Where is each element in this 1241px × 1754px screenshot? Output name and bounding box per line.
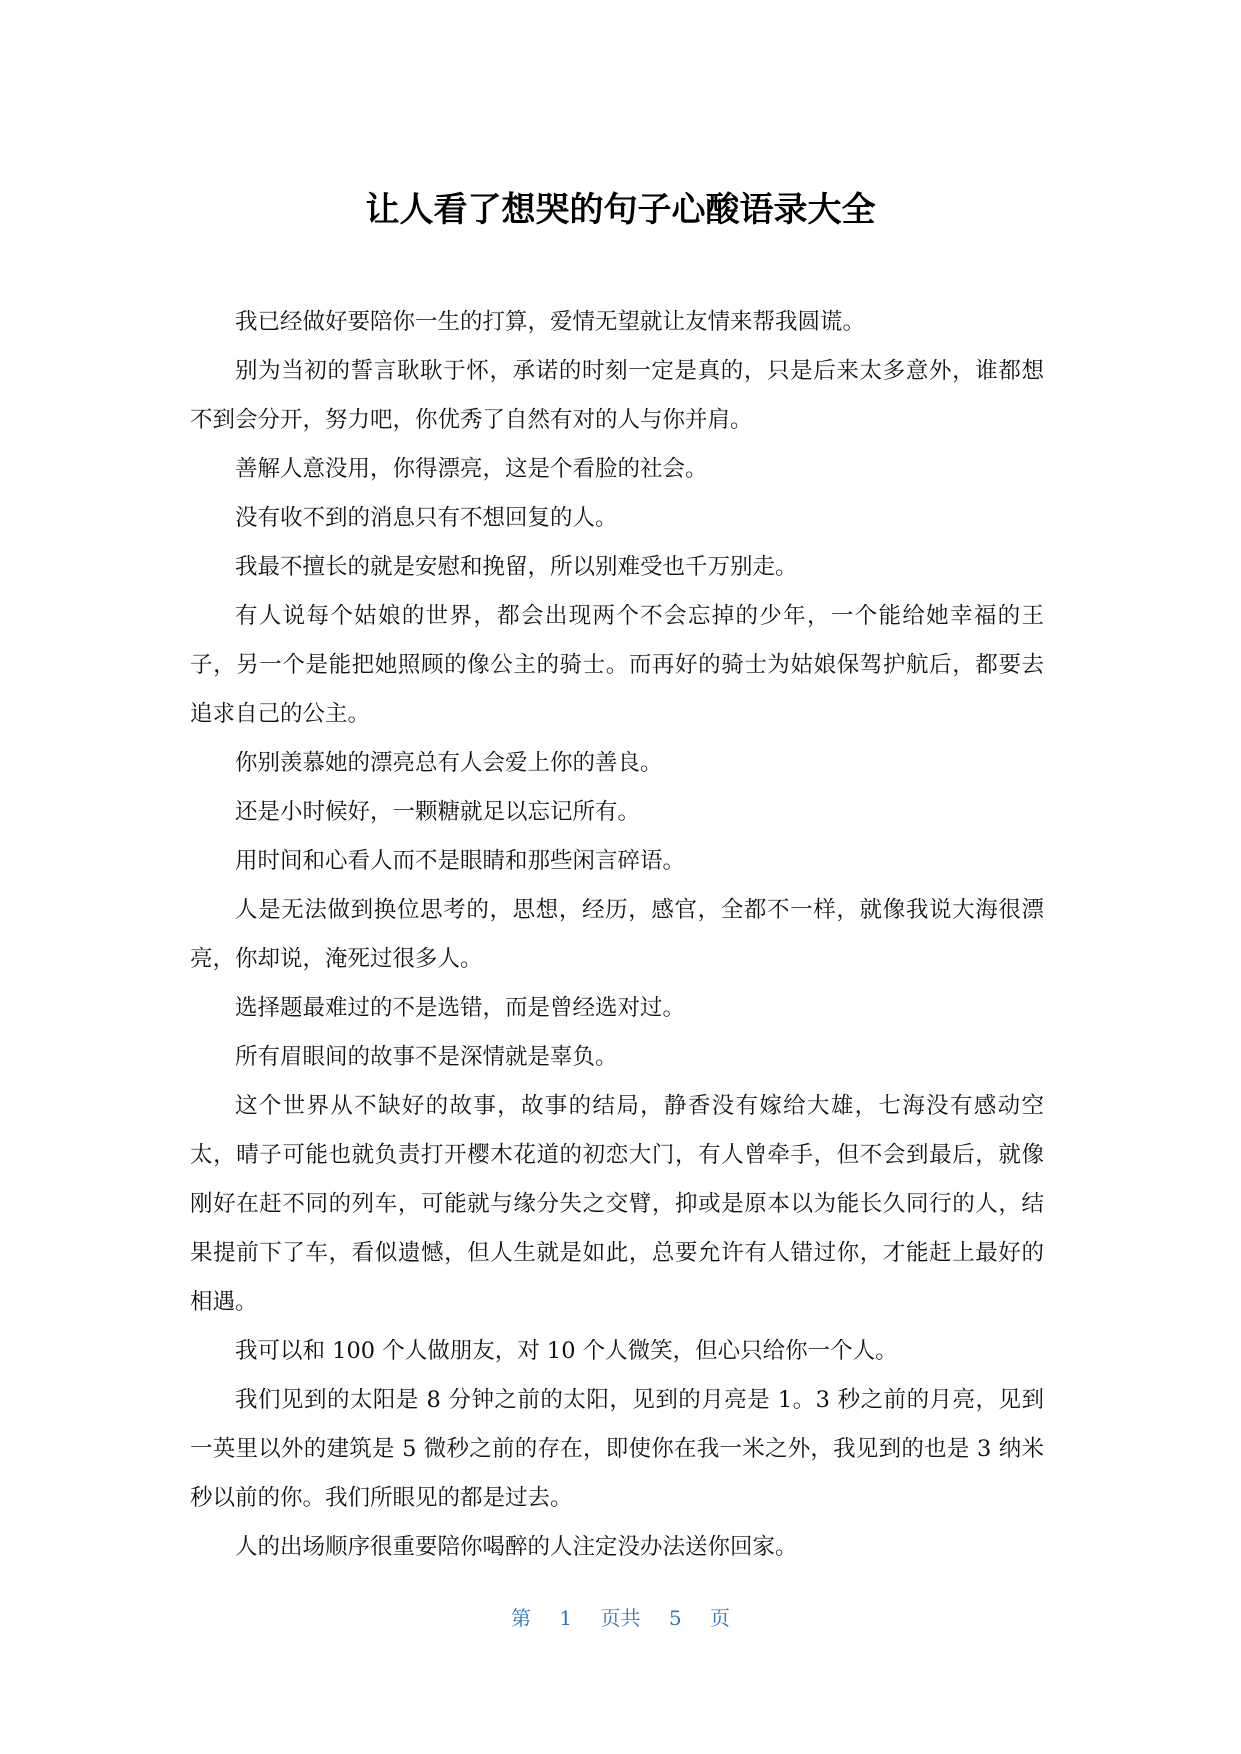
document-body [190, 298, 1044, 1572]
paragraph: 选择题最难过的不是选错，而是曾经选对过。 [235, 995, 686, 1021]
paragraph: 我已经做好要陪你一生的打算，爱情无望就让友情来帮我圆谎。 [235, 309, 866, 335]
paragraph: 别为当初的誓言耿耿于怀，承诺的时刻一定是真的，只是后来太多意外，谁都想不到会分开，努力吧，你优秀了自然有对的人与你并肩。 [190, 358, 1044, 433]
paragraph: 人是无法做到换位思考的，思想，经历，感官，全都不一样，就像我说大海很漂亮，你却说，淹死过很多人。 [190, 897, 1044, 972]
footer-suffix: 页 [709, 1606, 730, 1630]
paragraph: 有人说每个姑娘的世界，都会出现两个不会忘掉的少年，一个能给她幸福的王子，另一个是能把她照顾的像公主的骑士。而再好的骑士为姑娘保驾护航后，都要去追求自己的公主。 [190, 603, 1044, 727]
footer-prefix: 第 [511, 1606, 532, 1630]
footer-middle: 页共 [600, 1606, 641, 1630]
footer-total-pages: 5 [668, 1606, 682, 1630]
paragraph: 还是小时候好，一颗糖就足以忘记所有。 [235, 799, 641, 825]
document-title: 让人看了想哭的句子心酸语录大全 [365, 190, 876, 230]
paragraph: 人的出场顺序很重要陪你喝醉的人注定没办法送你回家。 [235, 1534, 798, 1560]
paragraph: 我们见到的太阳是 8 分钟之前的太阳，见到的月亮是 1。3 秒之前的月亮，见到一英里以外的建筑是 5 微秒之前的存在，即使你在我一米之外，我见到的也是 3 纳米秒以前的你。我们所眼见的都是过去。 [190, 1387, 1044, 1511]
paragraph: 没有收不到的消息只有不想回复的人。 [235, 505, 618, 531]
paragraph: 用时间和心看人而不是眼睛和那些闲言碎语。 [235, 848, 686, 874]
page-footer [0, 1604, 1241, 1632]
paragraph: 善解人意没用，你得漂亮，这是个看脸的社会。 [235, 456, 708, 482]
paragraph: 你别羡慕她的漂亮总有人会爱上你的善良。 [235, 750, 663, 776]
paragraph: 我最不擅长的就是安慰和挽留，所以别难受也千万别走。 [235, 554, 798, 580]
paragraph: 所有眉眼间的故事不是深情就是辜负。 [235, 1044, 618, 1070]
paragraph: 我可以和 100 个人做朋友，对 10 个人微笑，但心只给你一个人。 [235, 1338, 898, 1364]
footer-current-page: 1 [559, 1606, 573, 1630]
paragraph: 这个世界从不缺好的故事，故事的结局，静香没有嫁给大雄，七海没有感动空太，晴子可能也就负责打开樱木花道的初恋大门，有人曾牵手，但不会到最后，就像刚好在赶不同的列车，可能就与缘分失之交臂，抑或是原本以为能长久同行的人，结果提前下了车，看似遗憾，但人生就是如此，总要允许有人错过你，才能赶上最好的相遇。 [190, 1093, 1044, 1315]
